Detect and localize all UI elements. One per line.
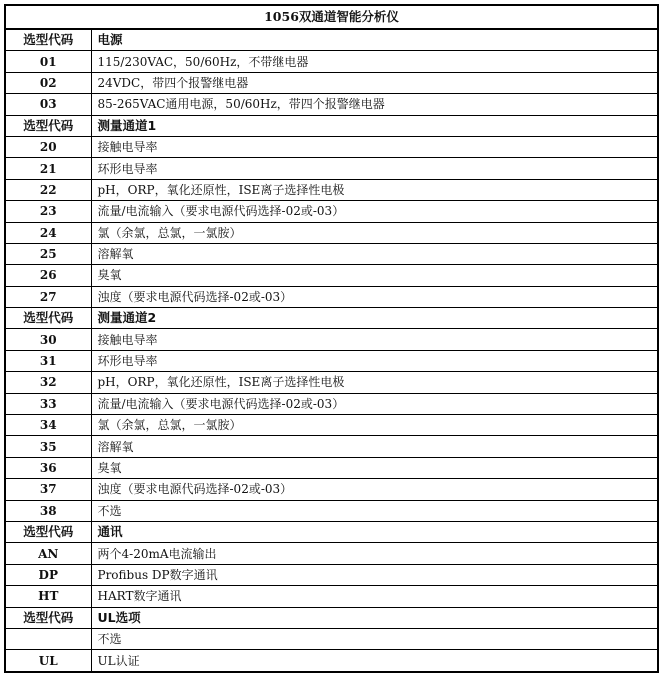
option-code: DP (5, 564, 91, 585)
option-code: 20 (5, 136, 91, 157)
table-row (5, 136, 658, 157)
option-code: 21 (5, 158, 91, 179)
option-code: 27 (5, 286, 91, 307)
table-row (5, 650, 658, 672)
option-code: 34 (5, 415, 91, 436)
section-code-header: 选型代码 (5, 29, 91, 51)
section-code-header: 选型代码 (5, 607, 91, 628)
option-description: pH，ORP，氧化还原性，ISE离子选择性电极 (91, 372, 658, 393)
table-row (5, 94, 658, 115)
option-description: 臭氧 (91, 457, 658, 478)
option-description: pH，ORP，氧化还原性，ISE离子选择性电极 (91, 179, 658, 200)
option-code: 26 (5, 265, 91, 286)
table-row (5, 436, 658, 457)
model-code-table (4, 4, 659, 673)
option-code: 33 (5, 393, 91, 414)
option-code: 02 (5, 72, 91, 93)
option-description: 环形电导率 (91, 350, 658, 371)
table-row (5, 243, 658, 264)
option-code: 36 (5, 457, 91, 478)
section-title: 电源 (91, 29, 658, 51)
table-row (5, 222, 658, 243)
section-code-header: 选型代码 (5, 115, 91, 136)
section-header-row (5, 308, 658, 329)
option-description: HART数字通讯 (91, 586, 658, 607)
option-code: 32 (5, 372, 91, 393)
option-description: 氯（余氯，总氯，一氯胺） (91, 415, 658, 436)
option-code: 25 (5, 243, 91, 264)
option-description: 不选 (91, 500, 658, 521)
option-description: 浊度（要求电源代码选择-02或-03） (91, 286, 658, 307)
option-code: 31 (5, 350, 91, 371)
model-selection-sheet (4, 4, 657, 673)
option-code: 23 (5, 201, 91, 222)
table-row (5, 201, 658, 222)
option-code: 37 (5, 479, 91, 500)
option-description: 臭氧 (91, 265, 658, 286)
table-row (5, 265, 658, 286)
option-description: Profibus DP数字通讯 (91, 564, 658, 585)
option-code (5, 628, 91, 649)
option-code: 22 (5, 179, 91, 200)
option-code: AN (5, 543, 91, 564)
option-code: 03 (5, 94, 91, 115)
option-description: UL认证 (91, 650, 658, 672)
section-header-row (5, 607, 658, 628)
section-title: 测量通道1 (91, 115, 658, 136)
option-description: 两个4-20mA电流输出 (91, 543, 658, 564)
table-row (5, 586, 658, 607)
option-description: 接触电导率 (91, 329, 658, 350)
table-row (5, 500, 658, 521)
table-row (5, 479, 658, 500)
table-row (5, 457, 658, 478)
table-row (5, 329, 658, 350)
table-row (5, 372, 658, 393)
option-code: 01 (5, 51, 91, 72)
section-title: 通讯 (91, 521, 658, 542)
table-row (5, 72, 658, 93)
table-row (5, 628, 658, 649)
table-row (5, 393, 658, 414)
section-code-header: 选型代码 (5, 308, 91, 329)
table-row (5, 51, 658, 72)
option-description: 溶解氧 (91, 243, 658, 264)
option-description: 85-265VAC通用电源，50/60Hz，带四个报警继电器 (91, 94, 658, 115)
option-description: 环形电导率 (91, 158, 658, 179)
option-description: 浊度（要求电源代码选择-02或-03） (91, 479, 658, 500)
option-code: HT (5, 586, 91, 607)
option-description: 接触电导率 (91, 136, 658, 157)
option-code: UL (5, 650, 91, 672)
option-description: 溶解氧 (91, 436, 658, 457)
section-header-row (5, 29, 658, 51)
section-title: 测量通道2 (91, 308, 658, 329)
table-row (5, 543, 658, 564)
option-description: 115/230VAC，50/60Hz，不带继电器 (91, 51, 658, 72)
option-description: 不选 (91, 628, 658, 649)
table-title: 1056双通道智能分析仪 (5, 5, 658, 29)
option-code: 24 (5, 222, 91, 243)
option-code: 35 (5, 436, 91, 457)
option-code: 38 (5, 500, 91, 521)
option-description: 24VDC，带四个报警继电器 (91, 72, 658, 93)
table-row (5, 415, 658, 436)
option-code: 30 (5, 329, 91, 350)
section-code-header: 选型代码 (5, 521, 91, 542)
section-header-row (5, 521, 658, 542)
section-header-row (5, 115, 658, 136)
table-row (5, 179, 658, 200)
table-row (5, 286, 658, 307)
table-body (5, 29, 658, 672)
table-row (5, 564, 658, 585)
table-row (5, 158, 658, 179)
table-row (5, 350, 658, 371)
option-description: 流量/电流输入（要求电源代码选择-02或-03） (91, 201, 658, 222)
option-description: 流量/电流输入（要求电源代码选择-02或-03） (91, 393, 658, 414)
option-description: 氯（余氯，总氯，一氯胺） (91, 222, 658, 243)
section-title: UL选项 (91, 607, 658, 628)
